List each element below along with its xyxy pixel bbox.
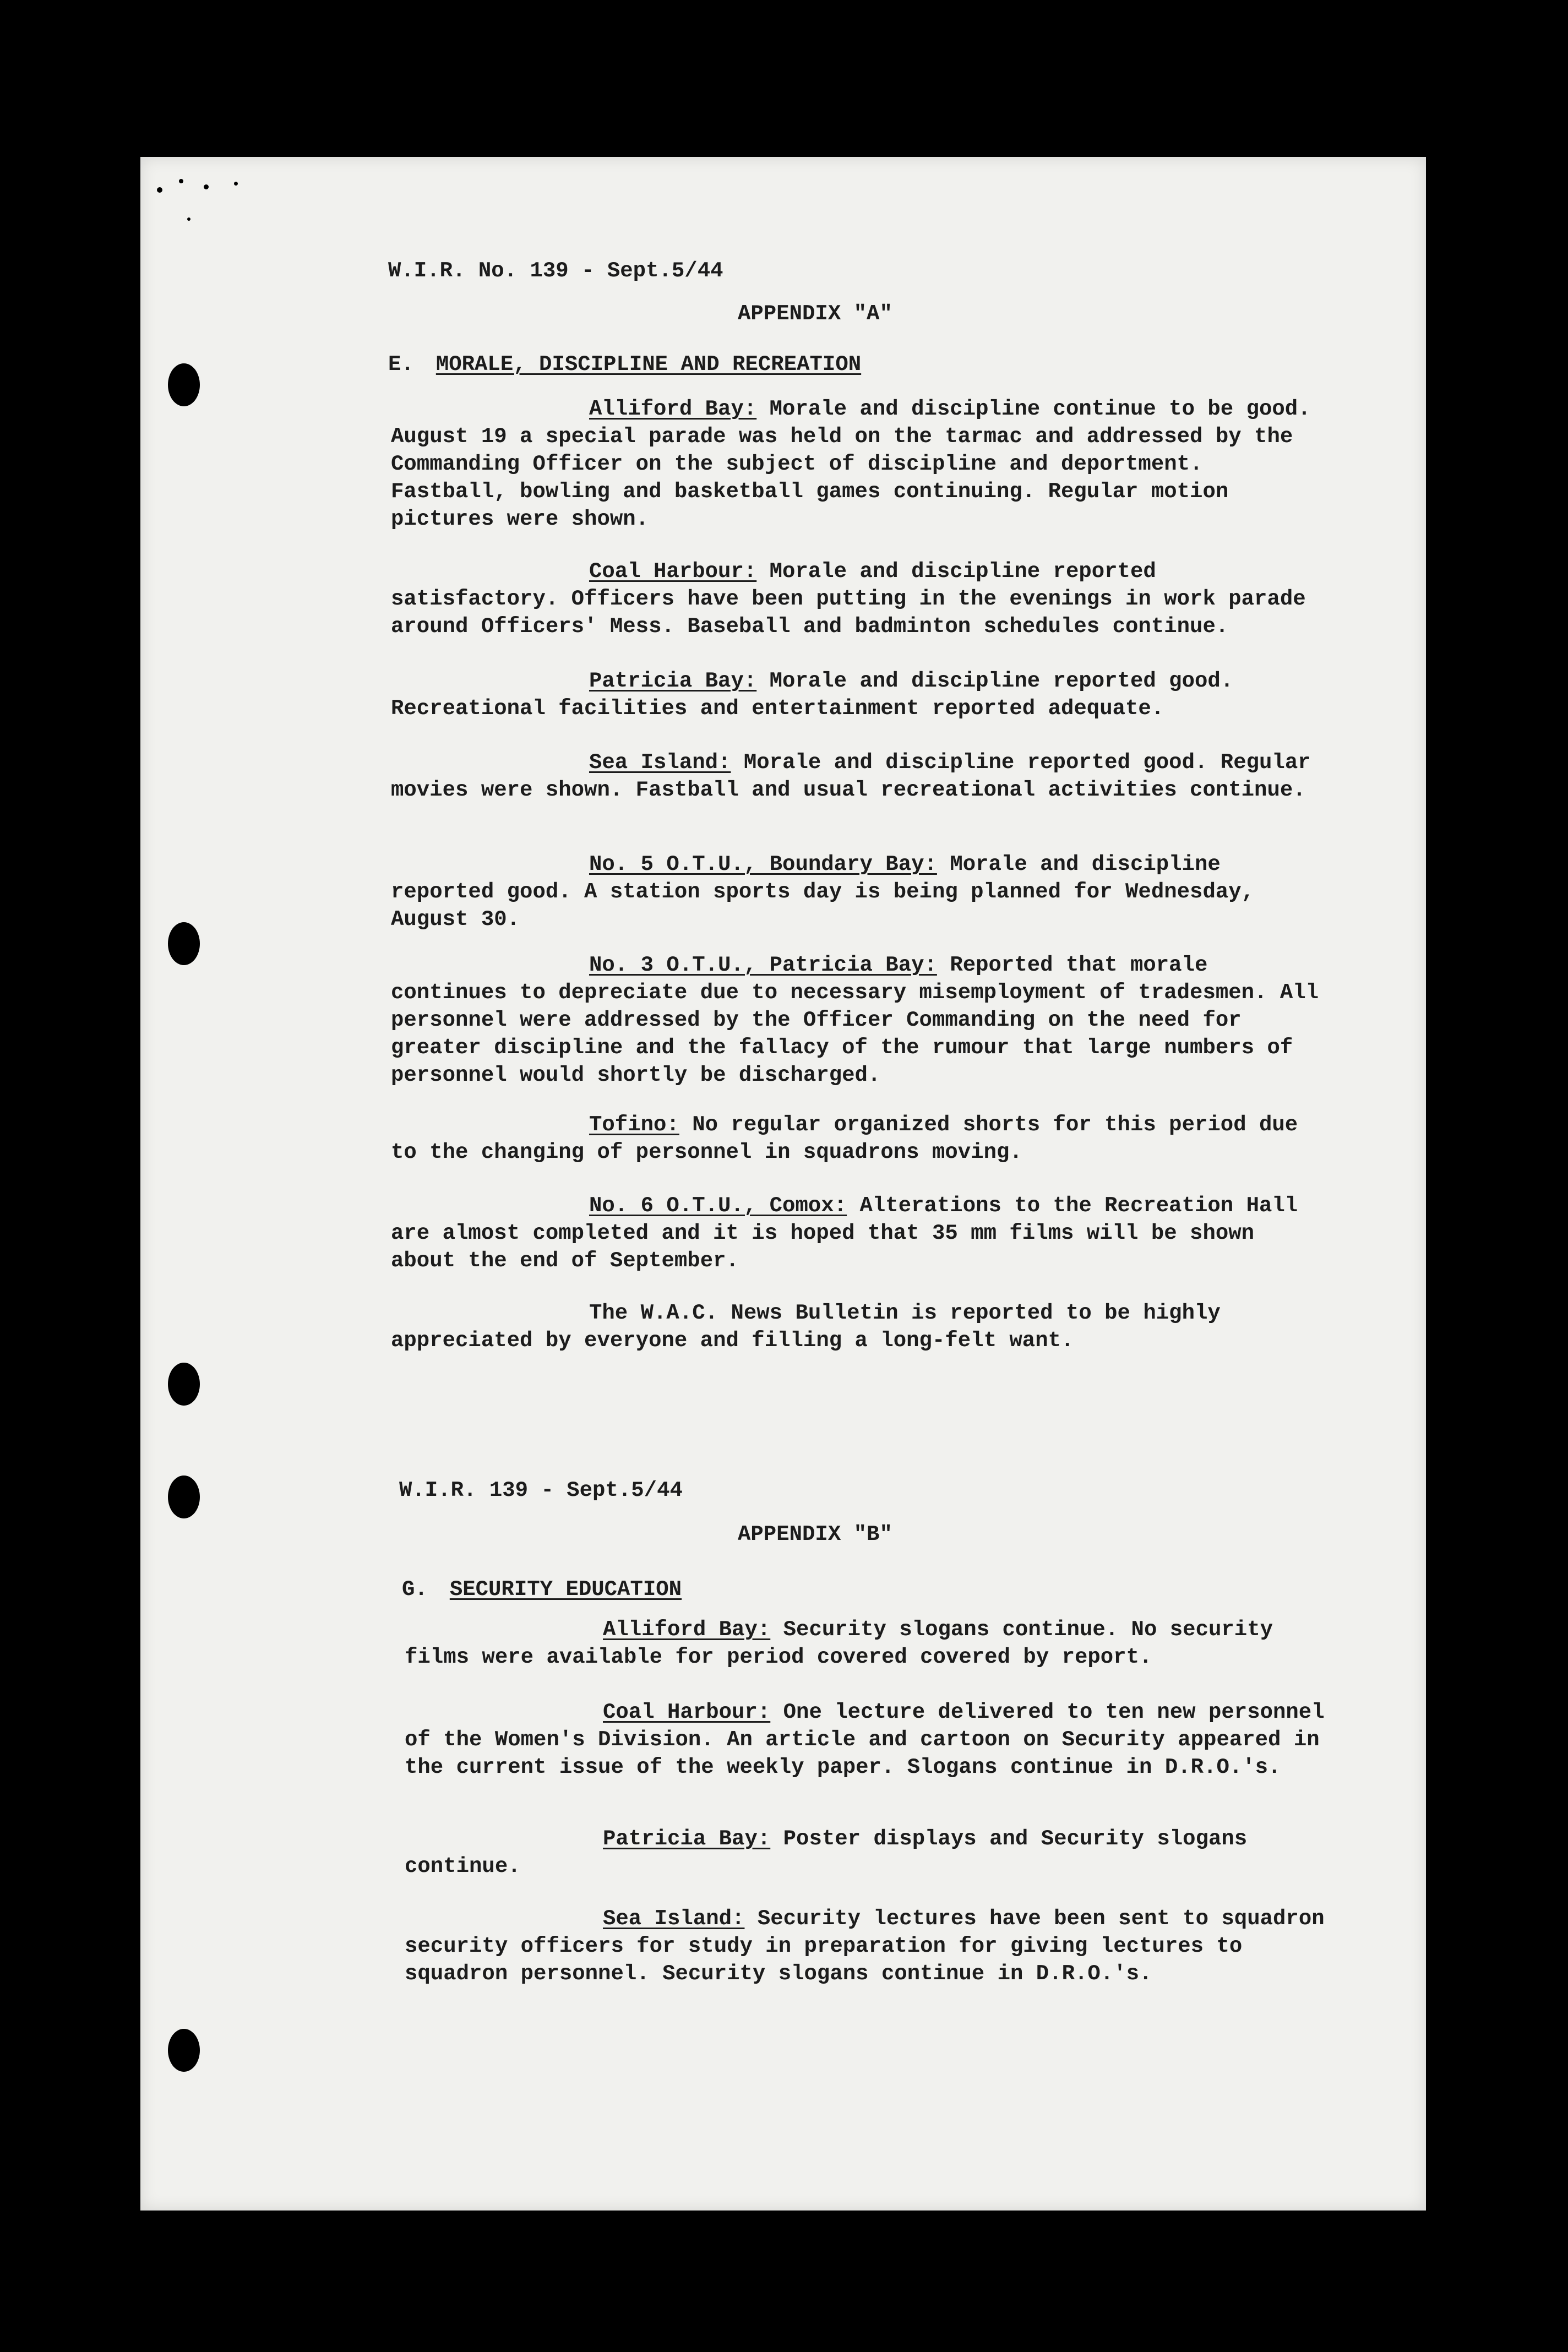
station-label: Alliford Bay: bbox=[603, 1618, 771, 1642]
ink-speck bbox=[179, 179, 183, 183]
section-e-heading bbox=[388, 352, 861, 377]
station-label: No. 5 O.T.U., Boundary Bay: bbox=[589, 852, 937, 876]
paragraph-comox-morale bbox=[391, 1192, 1327, 1275]
paragraph-text: Security slogans continue. No security films were available for period covered covered by report. bbox=[405, 1618, 1273, 1669]
station-label: Alliford Bay: bbox=[589, 397, 757, 421]
paragraph-alliford-bay-morale bbox=[391, 395, 1327, 533]
paragraph-patricia-bay-morale bbox=[391, 667, 1327, 722]
station-label: Tofino: bbox=[589, 1113, 679, 1137]
section-g-title: SECURITY EDUCATION bbox=[449, 1577, 682, 1602]
paragraph-text: Morale and discipline reported satisfactory. Officers have been putting in the evenings in work parade around Officers' Mess. Baseball and badminton schedules continue. bbox=[391, 559, 1306, 639]
paragraph-alliford-bay-security bbox=[405, 1616, 1341, 1671]
paragraph-wac-bulletin bbox=[391, 1299, 1327, 1354]
binder-hole bbox=[168, 2029, 200, 2072]
station-label: No. 3 O.T.U., Patricia Bay: bbox=[589, 953, 937, 977]
appendix-a-header: W.I.R. No. 139 - Sept.5/44 bbox=[388, 259, 723, 283]
paragraph-text: Reported that morale continues to depreciate due to necessary misemployment of tradesmen. All personnel were addressed by the Officer Commanding on the need for greater discipline and the fallacy of the rumour that large numbers of personnel would shortly be discharged. bbox=[391, 953, 1319, 1087]
ink-speck bbox=[204, 184, 209, 189]
section-e-title: MORALE, DISCIPLINE AND RECREATION bbox=[435, 352, 862, 377]
paragraph-text: Morale and discipline reported good. Recreational facilities and entertainment reported adequate. bbox=[391, 669, 1234, 721]
appendix-a-title: APPENDIX "A" bbox=[738, 302, 892, 326]
station-label: Patricia Bay: bbox=[589, 669, 757, 693]
paragraph-text: Security lectures have been sent to squadron security officers for study in preparation for giving lectures to squadron personnel. Security slogans continue in D.R.O.'s. bbox=[405, 1907, 1325, 1986]
station-label: Sea Island: bbox=[603, 1907, 745, 1931]
paragraph-text: Morale and discipline reported good. A station sports day is being planned for Wednesday, August 30. bbox=[391, 852, 1255, 932]
section-e-letter: E. bbox=[388, 352, 414, 377]
station-label: Coal Harbour: bbox=[589, 559, 757, 584]
section-g-heading bbox=[402, 1577, 682, 1602]
paragraph-boundary-bay-morale bbox=[391, 851, 1327, 933]
paragraph-tofino-morale bbox=[391, 1111, 1327, 1166]
station-label: Patricia Bay: bbox=[603, 1827, 771, 1851]
binder-hole bbox=[168, 363, 200, 406]
appendix-b-header: W.I.R. 139 - Sept.5/44 bbox=[399, 1478, 683, 1502]
paragraph-3-otu-patricia-bay-morale bbox=[391, 951, 1327, 1089]
paragraph-coal-harbour-security bbox=[405, 1698, 1341, 1781]
paragraph-text: Morale and discipline reported good. Regular movies were shown. Fastball and usual recreational activities continue. bbox=[391, 750, 1311, 802]
paragraph-sea-island-morale bbox=[391, 749, 1327, 804]
binder-hole bbox=[168, 922, 200, 965]
paragraph-text: One lecture delivered to ten new personnel of the Women's Division. An article and cartoon on Security appeared in the current issue of the weekly paper. Slogans continue in D.R.O.'s. bbox=[405, 1700, 1325, 1779]
section-g-letter: G. bbox=[402, 1577, 428, 1602]
paragraph-text: No regular organized shorts for this period due to the changing of personnel in squadrons moving. bbox=[391, 1113, 1298, 1164]
ink-speck bbox=[187, 217, 190, 221]
ink-speck bbox=[157, 187, 162, 193]
paragraph-text: Poster displays and Security slogans continue. bbox=[405, 1827, 1248, 1879]
paragraph-sea-island-security bbox=[405, 1905, 1341, 1988]
paragraph-text: The W.A.C. News Bulletin is reported to be highly appreciated by everyone and filling a long-felt want. bbox=[391, 1301, 1221, 1353]
paragraph-patricia-bay-security bbox=[405, 1825, 1341, 1880]
paragraph-text: Alterations to the Recreation Hall are almost completed and it is hoped that 35 mm films will be shown about the end of September. bbox=[391, 1194, 1298, 1273]
paragraph-coal-harbour-morale bbox=[391, 558, 1327, 640]
paragraph-text: Morale and discipline continue to be good. August 19 a special parade was held on the tarmac and addressed by the Commanding Officer on the subject of discipline and deportment. Fastball, bowling and basketball games continuing. Regular motion pictures were shown. bbox=[391, 397, 1311, 531]
station-label: Sea Island: bbox=[589, 750, 731, 775]
binder-hole bbox=[168, 1363, 200, 1406]
appendix-b-title: APPENDIX "B" bbox=[738, 1522, 892, 1547]
station-label: No. 6 O.T.U., Comox: bbox=[589, 1194, 847, 1218]
ink-speck bbox=[234, 182, 238, 186]
binder-hole bbox=[168, 1476, 200, 1518]
station-label: Coal Harbour: bbox=[603, 1700, 771, 1724]
